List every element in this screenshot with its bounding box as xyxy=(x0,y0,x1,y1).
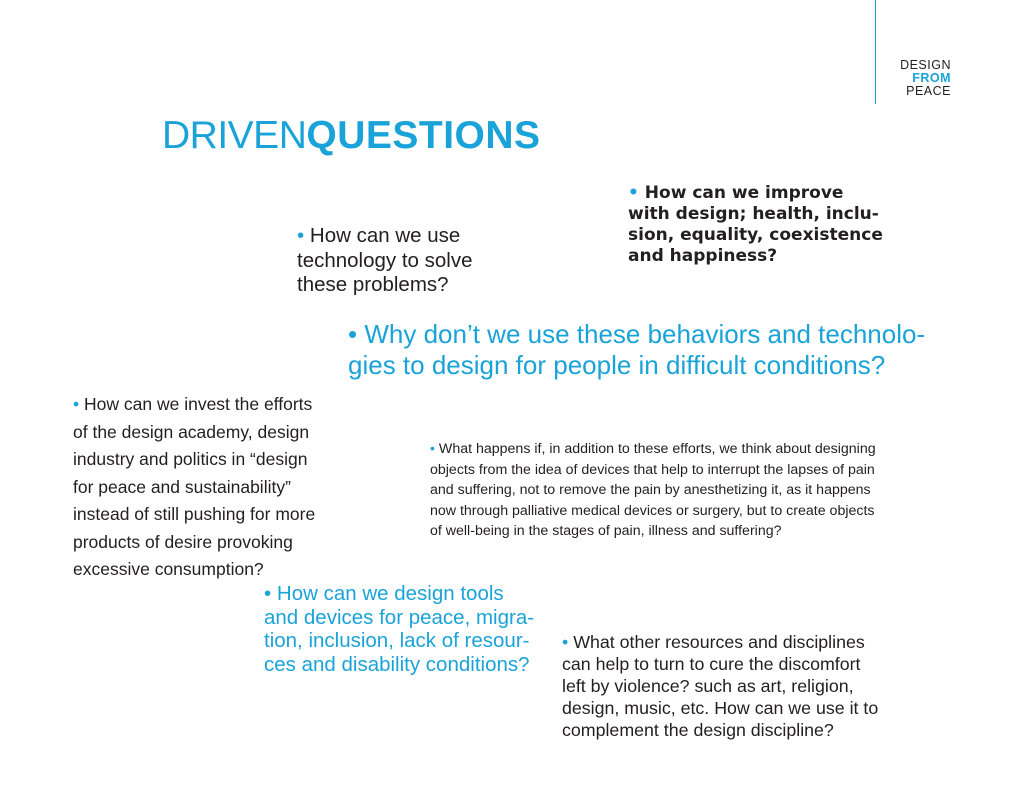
bullet-icon: • xyxy=(628,183,639,203)
question-behaviors-technologies xyxy=(348,319,968,381)
question-line: instead of still pushing for more xyxy=(73,504,316,524)
question-line: now through palliative medical devices or surgery, but to create objects xyxy=(430,502,875,519)
bullet-icon: • xyxy=(348,319,358,349)
question-line: products of desire provoking xyxy=(73,531,293,552)
vertical-rule xyxy=(875,0,876,104)
logo-line-peace: PEACE xyxy=(906,84,951,98)
page-title xyxy=(162,113,541,159)
title-driven: DRIVEN xyxy=(162,114,307,157)
question-line: objects from the idea of devices that help to interrupt the lapses of pain xyxy=(430,461,875,478)
question-invest-efforts xyxy=(73,391,348,584)
question-line: tion, inclusion, lack of resour- xyxy=(264,629,530,652)
question-line: • How can we design tools xyxy=(264,582,504,605)
question-improve-with-design xyxy=(628,183,888,267)
logo-line-design: DESIGN xyxy=(900,58,951,72)
question-line: for peace and sustainability” xyxy=(73,476,291,497)
question-line: sion, equality, coexistence xyxy=(628,225,883,245)
question-line: and suffering, not to remove the pain by anesthetizing it, as it happens xyxy=(430,482,871,498)
title-questions: QUESTIONS xyxy=(306,114,541,157)
question-line: with design; health, inclu- xyxy=(628,204,879,224)
question-line: • How can we use xyxy=(297,224,461,247)
question-line: and devices for peace, migra- xyxy=(264,605,535,629)
question-other-resources xyxy=(562,631,912,741)
question-line: • Why don’t we use these behaviors and technolo- xyxy=(348,319,926,349)
question-use-technology xyxy=(297,224,507,298)
question-line: technology to solve xyxy=(297,248,473,272)
bullet-icon: • xyxy=(73,394,80,414)
question-line: industry and politics in “design xyxy=(73,449,308,469)
question-line: and happiness? xyxy=(628,246,778,266)
bullet-icon: • xyxy=(297,224,305,247)
question-line: of well-being in the stages of pain, illness and suffering? xyxy=(430,523,782,539)
question-line: gies to design for people in difficult conditions? xyxy=(348,350,886,380)
question-line: left by violence? such as art, religion, xyxy=(562,676,854,696)
question-line: • What other resources and disciplines xyxy=(562,632,865,652)
question-what-happens-if xyxy=(430,439,965,542)
question-line: of the design academy, design xyxy=(73,421,310,442)
question-design-tools-devices xyxy=(264,582,549,676)
question-line: • What happens if, in addition to these efforts, we think about designing xyxy=(430,441,876,457)
question-line: excessive consumption? xyxy=(73,559,264,579)
question-line: ces and disability conditions? xyxy=(264,652,530,676)
question-line: these problems? xyxy=(297,273,449,296)
design-from-peace-logo xyxy=(900,59,951,98)
question-line: • How can we improve xyxy=(628,183,844,203)
question-line: design, music, etc. How can we use it to xyxy=(562,698,879,718)
logo-line-from: FROM xyxy=(912,71,951,85)
question-line: complement the design discipline? xyxy=(562,720,834,740)
bullet-icon: • xyxy=(430,441,435,457)
bullet-icon: • xyxy=(264,582,272,605)
bullet-icon: • xyxy=(562,632,569,652)
question-line: • How can we invest the efforts xyxy=(73,394,313,414)
question-line: can help to turn to cure the discomfort xyxy=(562,654,861,674)
